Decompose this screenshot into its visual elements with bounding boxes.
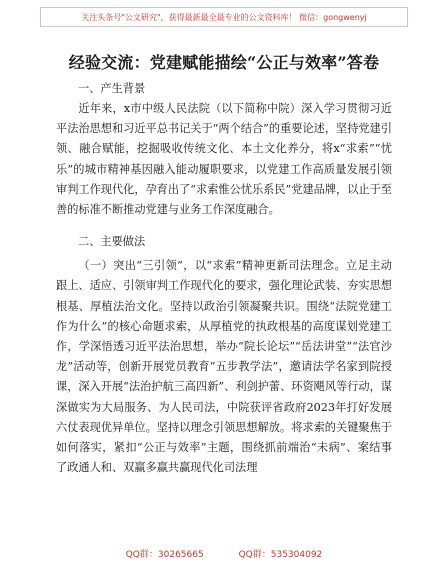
document-title: 经验交流：党建赋能描绘“公正与效率”答卷 bbox=[68, 53, 380, 72]
section-paragraph-practices: （一）突出“三引领”，以“求索”精神更新司法理念。立足主动跟上、适应、引领审判工作现代化的要求，强化理论武装、夯实思想根基、厚植法治文化。坚持以政治引领凝聚共识。围绕“法院党建工作为什么”的核心命题求索，从厚植党的执政根基的高度谋划党建工作，学深悟透习近平法治思想，举办“院长论坛”“岳法讲堂”“法官沙龙”活动等，创新开展党员教育“五步教学法”，邀请法学名家到院授课，深入开展“法治护航三高四新”、利剑护蕾、环资飓风等行动，谋深做实为大局服务、为人民司法，中院获评省政府2023年打好发展六仗表现优异单位。坚持以理念引领思想解放。将求索的关键聚焦于如何落实，紧扣“公正与效率”主题，围绕抓前端治“未病”、案结事了政通人和、双赢多赢共赢现代化司法理 bbox=[56, 259, 392, 475]
section-paragraph-background: 近年来，x市中级人民法院（以下简称中院）深入学习贯彻习近平法治思想和习近平总书记关于“两个结合”的重要论述，坚持党建引领、融合赋能，挖掘吸收传统文化、本土文化养分，将x“求索”“忧乐”的城市精神基因融入能动履职要求，以党建工作高质量发展引领审判工作现代化，孕育出了“求索惟公忧乐系民”党建品牌，以止于至善的标准不断推动党建与业务工作深度融合。 bbox=[56, 102, 392, 217]
footer-qq-group-2: QQ群：535304092 bbox=[238, 550, 323, 560]
section-gap bbox=[56, 220, 392, 232]
document-body bbox=[56, 50, 392, 478]
top-banner bbox=[40, 7, 408, 27]
footer-contacts bbox=[0, 547, 448, 560]
section-heading-background: 一、产生背景 bbox=[78, 82, 146, 95]
footer-qq-group-1: QQ群：30265665 bbox=[125, 550, 204, 560]
section-heading-practices: 二、主要做法 bbox=[78, 235, 146, 249]
banner-text: 关注头条号"公文研究"，获得最新最全最专业的公文资料库！ 微信：gongwenyj bbox=[81, 12, 367, 22]
